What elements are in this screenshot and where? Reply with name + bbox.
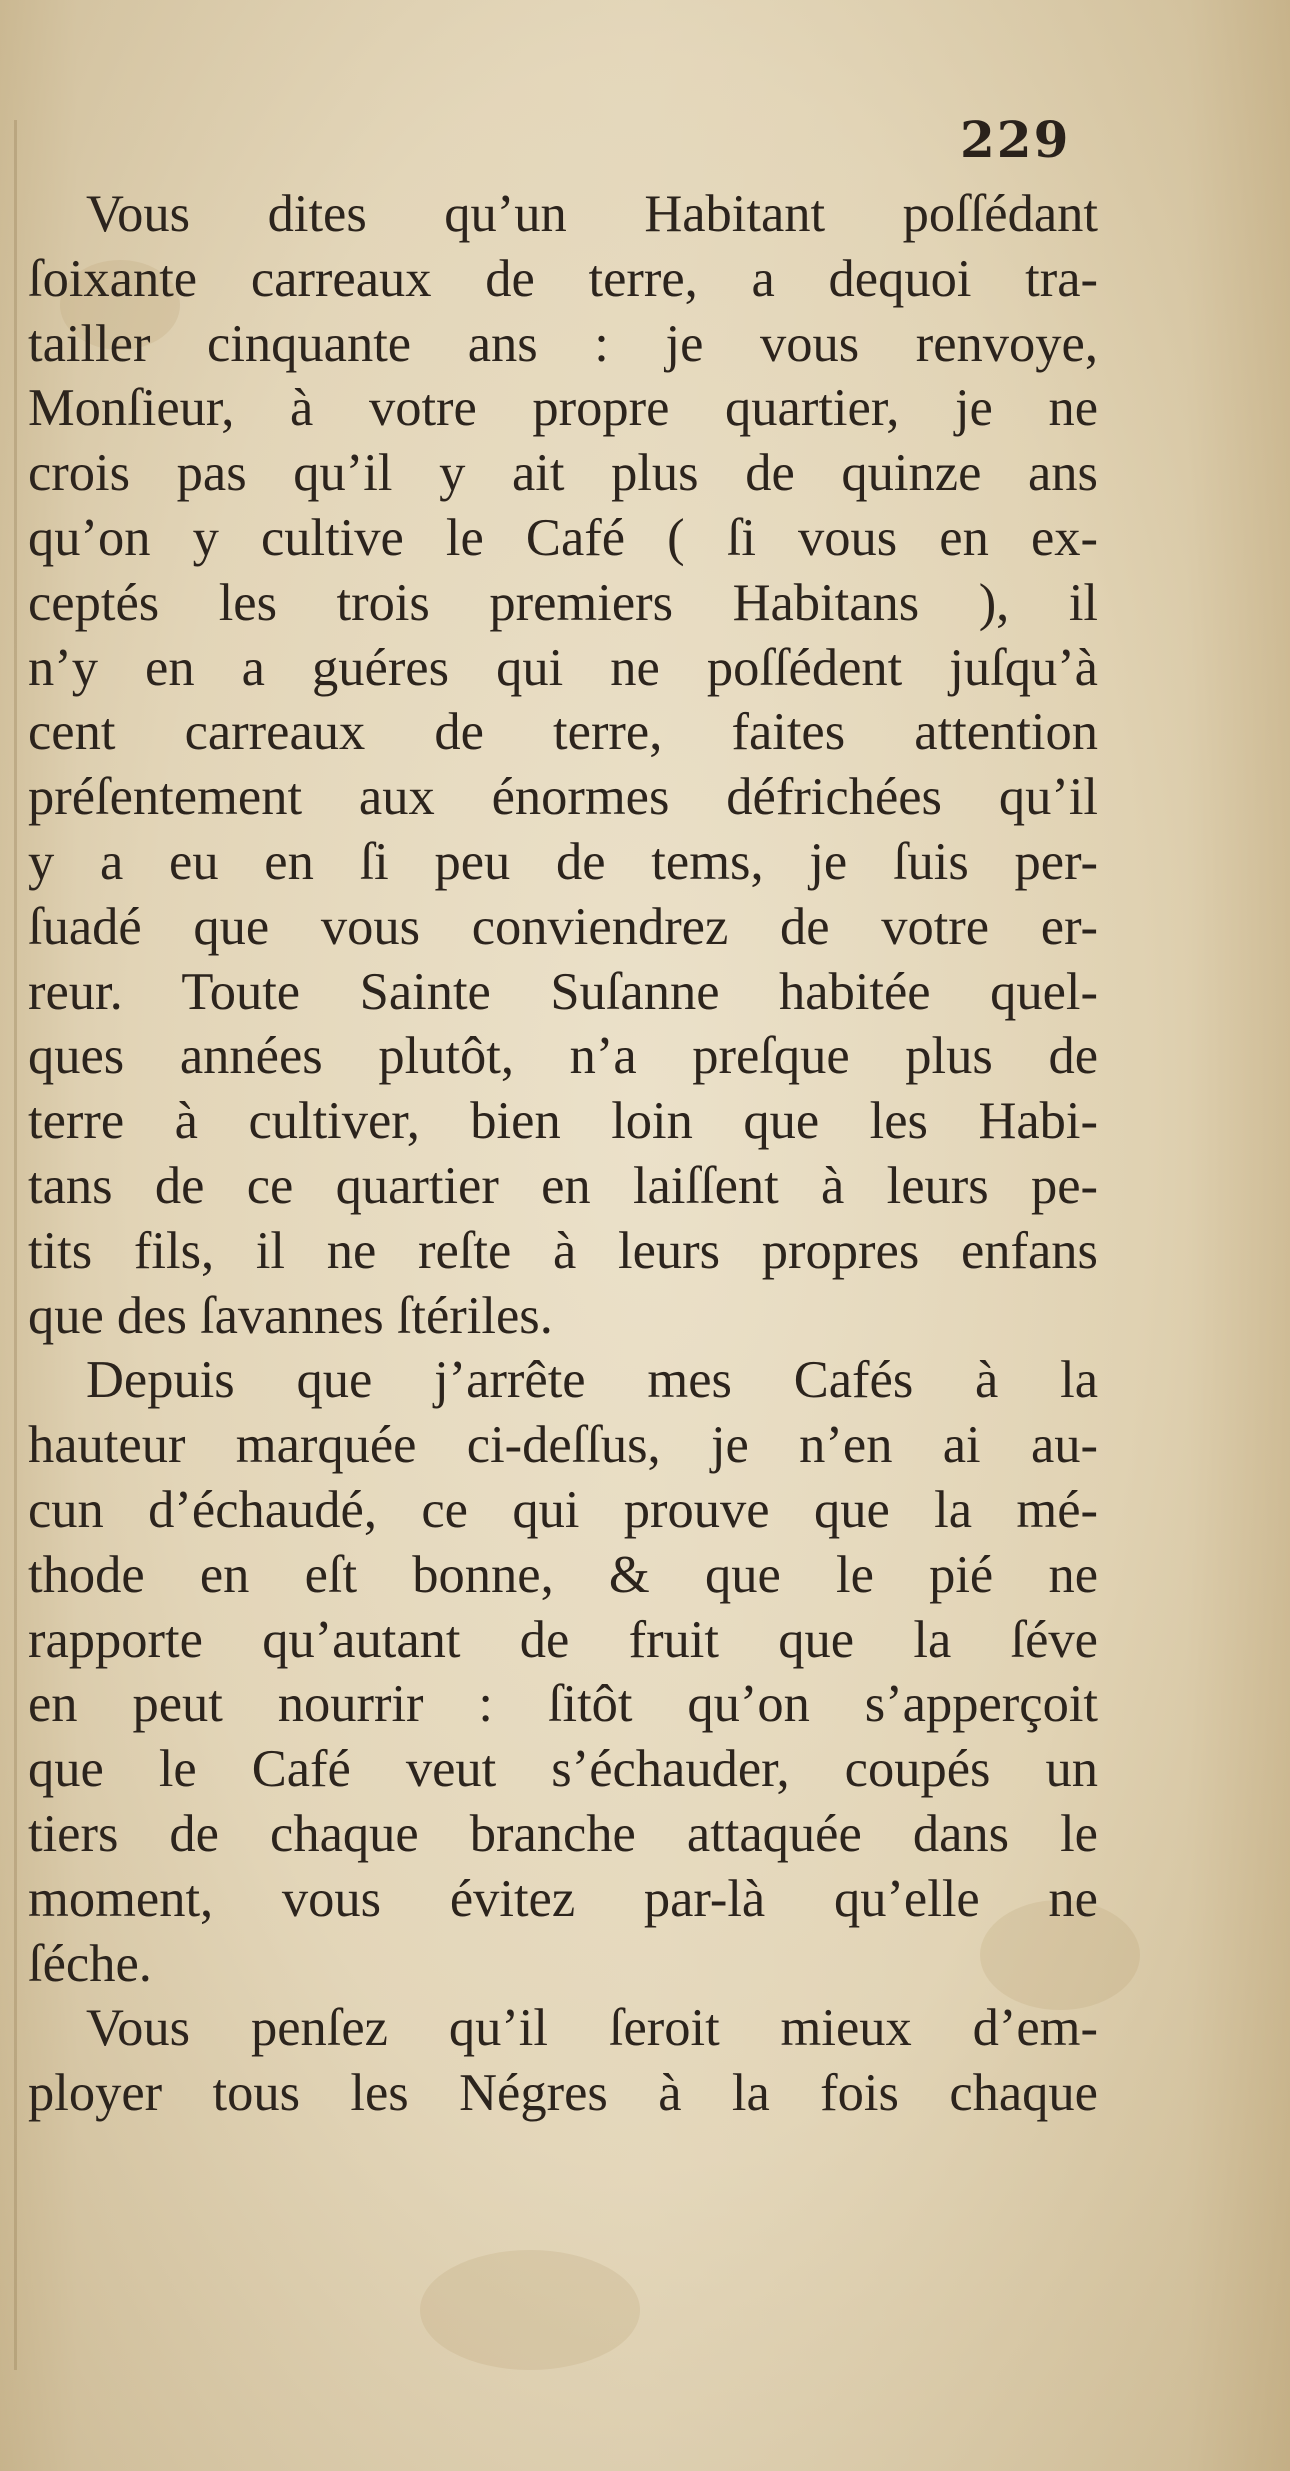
text-line: que des ſavannes ſtériles. xyxy=(28,1286,553,1345)
text-line: n’y en a guéres qui ne poſſédent juſqu’à xyxy=(28,638,1098,697)
text-line: Vous penſez qu’il ſeroit mieux d’em- xyxy=(86,1999,1098,2058)
body-text xyxy=(28,182,1098,2126)
text-line: tits fils, il ne reſte à leurs propres enfans xyxy=(28,1221,1098,1280)
paper-stain xyxy=(420,2250,640,2370)
text-line: cent carreaux de terre, faites attention xyxy=(28,703,1098,762)
page-gutter-edge xyxy=(14,120,17,2370)
text-line: en peut nourrir : ſitôt qu’on s’apperçoit xyxy=(28,1675,1098,1734)
text-line: thode en eſt bonne, & que le pié ne xyxy=(28,1545,1098,1604)
text-line: ceptés les trois premiers Habitans ), il xyxy=(28,573,1098,632)
text-line: moment, vous évitez par-là qu’elle ne xyxy=(28,1869,1098,1928)
text-line: cun d’échaudé, ce qui prouve que la mé- xyxy=(28,1480,1098,1539)
text-line: ſoixante carreaux de terre, a dequoi tra- xyxy=(28,249,1098,308)
text-line: reur. Toute Sainte Suſanne habitée quel- xyxy=(28,962,1098,1021)
text-line: tiers de chaque branche attaquée dans le xyxy=(28,1804,1098,1863)
text-line: hauteur marquée ci-deſſus, je n’en ai au- xyxy=(28,1416,1098,1475)
text-line: que le Café veut s’échauder, coupés un xyxy=(28,1740,1098,1799)
text-line: crois pas qu’il y ait plus de quinze ans xyxy=(28,444,1098,503)
text-line: y a eu en ſi peu de tems, je ſuis per- xyxy=(28,832,1098,891)
text-line: ques années plutôt, n’a preſque plus de xyxy=(28,1027,1098,1086)
page-number: 229 xyxy=(960,110,1071,169)
text-line: tans de ce quartier en laiſſent à leurs pe- xyxy=(28,1156,1098,1215)
text-line: ſuadé que vous conviendrez de votre er- xyxy=(28,897,1098,956)
text-line: tailler cinquante ans : je vous renvoye, xyxy=(28,314,1098,373)
text-line: Vous dites qu’un Habitant poſſédant xyxy=(86,185,1098,243)
text-line: qu’on y cultive le Café ( ſi vous en ex- xyxy=(28,508,1098,567)
text-line: Depuis que j’arrête mes Cafés à la xyxy=(86,1351,1098,1410)
text-line: ployer tous les Négres à la fois chaque xyxy=(28,2064,1098,2123)
text-line: préſentement aux énormes défrichées qu’il xyxy=(28,768,1098,827)
text-line: terre à cultiver, bien loin que les Habi- xyxy=(28,1092,1098,1151)
text-line: Monſieur, à votre propre quartier, je ne xyxy=(28,379,1098,438)
text-line: rapporte qu’autant de fruit que la ſéve xyxy=(28,1610,1098,1669)
text-line: ſéche. xyxy=(28,1934,152,1993)
